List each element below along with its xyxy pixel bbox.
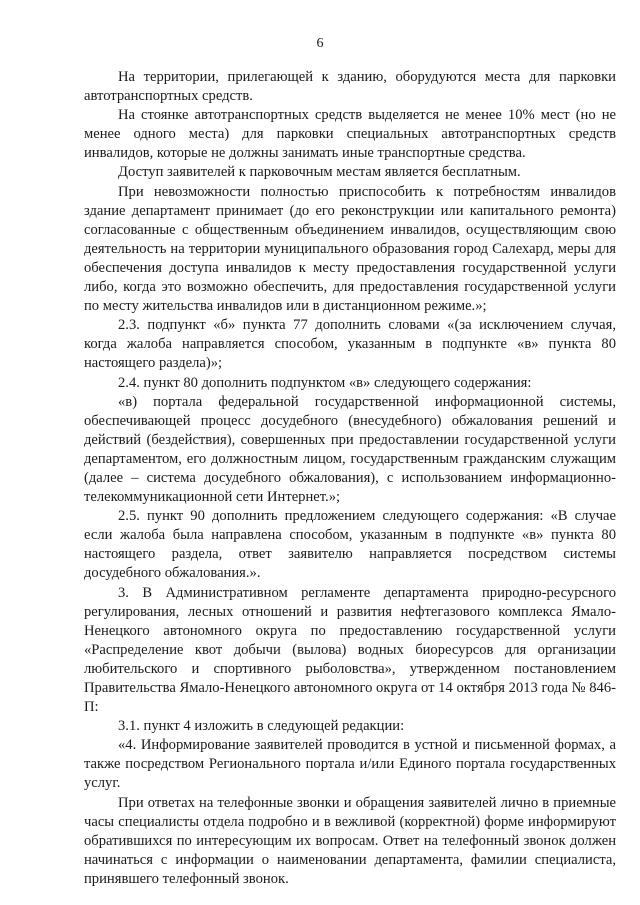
paragraph-clause-2-4: 2.4. пункт 80 дополнить подпунктом «в» следующего содержания:: [118, 374, 532, 391]
paragraph-parking-areas: На территории, прилегающей к зданию, оборудуются места для парковки автотранспортных средств.: [84, 69, 616, 105]
document-body: [84, 68, 616, 889]
paragraph-free-parking: Доступ заявителей к парковочным местам является бесплатным.: [118, 164, 521, 181]
paragraph-subclause-v: «в) портала федеральной государственной информационной системы, обеспечивающей процесс досудебного (внесудебного) обжалования решений и действий (бездействия), совершенных при предоставлении государственной услуги департаментом, его должностным лицом, государственным гражданским служащим (далее – система досудебного обжалования), с использованием информационно-телекоммуникационной сети Интернет.»;: [84, 393, 616, 506]
paragraph-clause-3-1: 3.1. пункт 4 изложить в следующей редакции:: [118, 718, 405, 735]
paragraph-clause-2-5: 2.5. пункт 90 дополнить предложением следующего содержания: «В случае если жалоба была направлена способом, указанным в подпункте «в» пункта 80 настоящего раздела, ответ заявителю направляется посредством системы досудебного обжалования.».: [84, 508, 616, 582]
paragraph-clause-3: 3. В Административном регламенте департамента природно-ресурсного регулирования, лесных отношений и развития нефтегазового комплекса Ямало-Ненецкого автономного округа по предоставлению государственной услуги «Распределение квот добычи (вылова) водных биоресурсов для организации любительского и спортивного рыболовства», утвержденном постановлением Правительства Ямало-Ненецкого автономного округа от 14 октября 2013 года № 846-П:: [84, 584, 616, 716]
paragraph-accessibility-measures: При невозможности полностью приспособить к потребностям инвалидов здание департамент принимает (до его реконструкции или капитального ремонта) согласованные с общественным объединением инвалидов, осуществляющим свою деятельность на территории муниципального образования город Салехард, меры для обеспечения доступа инвалидов к месту предоставления государственной услуги либо, когда это возможно обеспечить, для предоставления государственной услуги по месту жительства инвалидов или в дистанционном режиме.»;: [84, 183, 616, 315]
paragraph-phone-calls: При ответах на телефонные звонки и обращения заявителей лично в приемные часы специалисты отдела подробно и в вежливой (корректной) форме информируют обратившихся по интересующим их вопросам. Ответ на телефонный звонок должен начинаться с информации о наименовании департамента, фамилии специалиста, принявшего телефонный звонок.: [84, 794, 616, 887]
paragraph-clause-2-3: 2.3. подпункт «б» пункта 77 дополнить словами «(за исключением случая, когда жалоба направляется способом, указанным в подпункте «в» пункта 80 настоящего раздела)»;: [84, 317, 616, 372]
paragraph-item-4: «4. Информирование заявителей проводится в устной и письменной формах, а также посредством Регионального портала и/или Единого портала государственных услуг.: [84, 737, 616, 792]
paragraph-disabled-parking: На стоянке автотранспортных средств выделяется не менее 10% мест (но не менее одного места) для парковки специальных автотранспортных средств инвалидов, которые не должны занимать иные транспортные средства.: [84, 107, 616, 162]
page-number: 6: [316, 36, 324, 51]
